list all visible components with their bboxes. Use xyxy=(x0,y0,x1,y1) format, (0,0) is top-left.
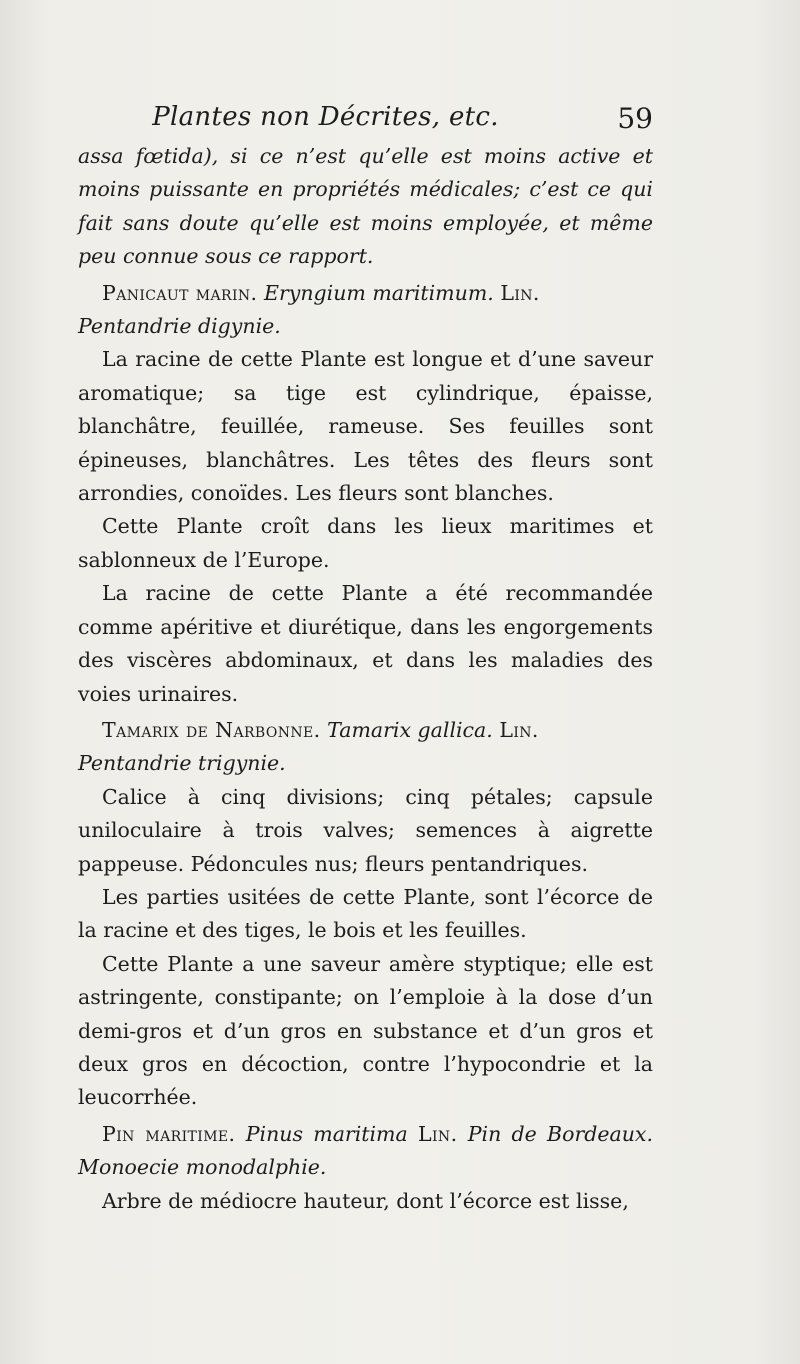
entry-classification: Pentandrie trigynie. xyxy=(78,751,286,776)
running-title: Plantes non Décrites, etc. xyxy=(152,102,499,132)
entry-authority: Lin. xyxy=(500,280,540,305)
continuation-text: assa fœtida), si ce n’est qu’elle est moins active et moins puissante en propriétés médicales; c’est ce qui fait sans doute qu’elle est moins employée, et même peu connue sous ce rapport. xyxy=(78,144,653,269)
entry-name: Tamarix de Narbonne. xyxy=(102,717,321,742)
entry-classification: Pentandrie digynie. xyxy=(78,314,281,339)
paragraph: La racine de cette Plante a été recommandée comme apéritive et diurétique, dans les engorgements des viscères abdominaux, et dans les maladies des voies urinaires. xyxy=(78,581,653,706)
entry-panicaut-heading xyxy=(78,277,653,344)
entry-authority: Lin. xyxy=(417,1121,458,1146)
paragraph: Calice à cinq divisions; cinq pétales; capsule uniloculaire à trois valves; semences à aigrette pappeuse. Pédoncules nus; fleurs pentandriques. xyxy=(78,784,653,876)
page-number: 59 xyxy=(617,102,653,135)
body-text xyxy=(78,140,653,1218)
entry-authority: Lin. xyxy=(499,717,539,742)
paragraph: La racine de cette Plante est longue et d’une saveur aromatique; sa tige est cylindrique, épaisse, blanchâtre, feuillée, rameuse. Ses feuilles sont épineuses, blanchâtres. Les têtes des fleurs sont arrondies, conoïdes. Les fleurs sont blanches. xyxy=(78,347,653,506)
entry-latin: Pinus maritima xyxy=(245,1121,408,1146)
paragraph: Cette Plante croît dans les lieux maritimes et sablonneux de l’Europe. xyxy=(78,514,653,572)
entry-latin: Eryngium maritimum. xyxy=(263,280,494,305)
entry-common-name: Pin de Bordeaux. xyxy=(467,1121,653,1146)
entry-name: Pin maritime. xyxy=(102,1121,236,1146)
entry-name: Panicaut marin. xyxy=(102,280,258,305)
paragraph: Arbre de médiocre hauteur, dont l’écorce est lisse, xyxy=(102,1188,629,1213)
entry-tamarix-heading xyxy=(78,714,653,781)
paragraph: Cette Plante a une saveur amère styptique; elle est astringente, constipante; on l’emploie à la dose d’un demi-gros et d’un gros en substance et d’un gros et deux gros en décoction, contre l’hypocondrie et la leucorrhée. xyxy=(78,951,653,1110)
paragraph-continuation xyxy=(78,140,653,274)
paragraph: Les parties usitées de cette Plante, sont l’écorce de la racine et des tiges, le bois et les feuilles. xyxy=(78,884,653,943)
entry-pin-heading xyxy=(78,1118,653,1185)
entry-classification: Monoecie monodalphie. xyxy=(78,1155,327,1180)
page-header xyxy=(78,102,653,140)
entry-latin: Tamarix gallica. xyxy=(327,717,493,742)
